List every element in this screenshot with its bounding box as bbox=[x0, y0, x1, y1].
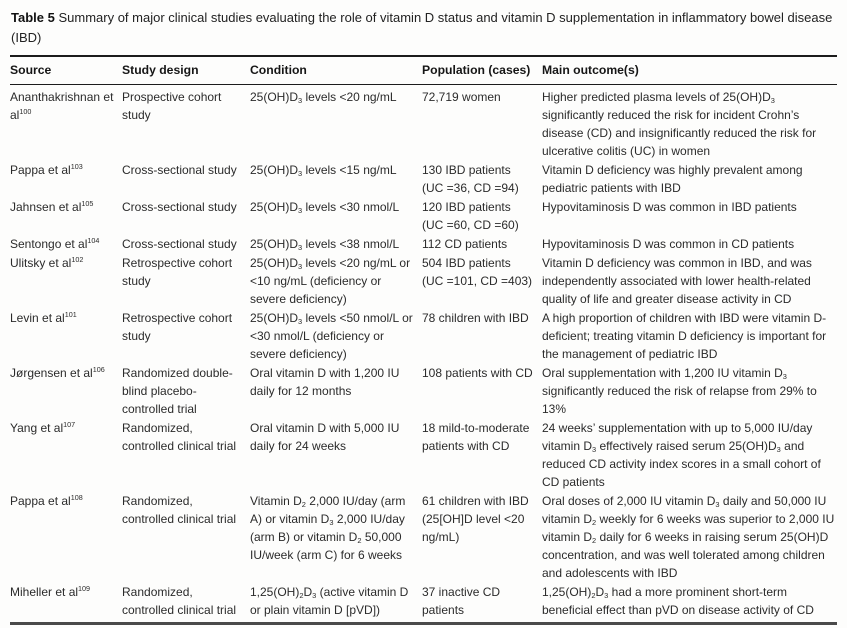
table-row bbox=[10, 419, 837, 492]
cell-source: Pappa et $al^{108}$ bbox=[10, 493, 83, 509]
cell-condition: Oral vitamin D with 1,200 IU daily for 12 months bbox=[250, 366, 400, 399]
column-header-condition: Condition bbox=[250, 56, 422, 85]
cell-source: Sentongo et $al^{104}$ bbox=[10, 236, 100, 252]
column-header-main-outcome: Main outcome(s) bbox=[542, 56, 837, 85]
cell-population: 108 patients with CD bbox=[422, 366, 533, 381]
cell-condition: $25(OH)D_3$ levels <50 nmol/L or <30 nmol/L (deficiency or severe deficiency) bbox=[250, 311, 413, 362]
cell-population: 72,719 women bbox=[422, 90, 501, 105]
cell-condition: Vitamin $D_2$ 2,000 IU/day (arm A) or vitamin $D_3$ 2,000 IU/day (arm B) or vitamin $D_2$ 50,000 IU/week (arm C) for 6 weeks bbox=[250, 494, 406, 563]
cell-outcome: 24 weeks’ supplementation with up to 5,000 IU/day vitamin $D_3$ effectively raised serum $25(OH)D_3$ and reduced CD activity index scores in a small cohort of CD patients bbox=[542, 421, 821, 490]
cell-study-design: Cross-sectional study bbox=[122, 200, 237, 215]
cell-study-design: Randomized, controlled clinical trial bbox=[122, 494, 237, 527]
table-row bbox=[10, 492, 837, 583]
table-row bbox=[10, 364, 837, 419]
cell-outcome: Vitamin D deficiency was highly prevalent among pediatric patients with IBD bbox=[542, 163, 803, 196]
column-header-study-design: Study design bbox=[122, 56, 250, 85]
cell-source: Yang et $al^{107}$ bbox=[10, 420, 76, 436]
cell-population: 120 IBD patients (UC =60, CD =60) bbox=[422, 200, 519, 233]
table-row bbox=[10, 254, 837, 309]
cell-study-design: Randomized double-blind placebo-controlled trial bbox=[122, 366, 233, 417]
cell-condition: $25(OH)D_3$ levels <30 nmol/L bbox=[250, 200, 400, 216]
table-row bbox=[10, 198, 837, 235]
cell-outcome: Hypovitaminosis D was common in IBD patients bbox=[542, 200, 797, 215]
cell-source: Pappa et $al^{103}$ bbox=[10, 162, 83, 178]
cell-source: Ananthakrishnan et $al^{100}$ bbox=[10, 90, 114, 123]
cell-study-design: Prospective cohort study bbox=[122, 90, 222, 123]
cell-outcome: Higher predicted plasma levels of $25(OH)D_3$ significantly reduced the risk for incident Crohn’s disease (CD) and insignificantly reduced the risk for ulcerative colitis (UC) in women bbox=[542, 90, 817, 159]
cell-outcome: Oral doses of 2,000 IU vitamin $D_3$ daily and 50,000 IU vitamin $D_2$ weekly for 6 weeks was superior to 2,000 IU vitamin $D_2$ daily for 6 weeks in raising serum 25(OH)D concentration, and was well tolerated among children and adolescents with IBD bbox=[542, 494, 835, 581]
cell-source: Jørgensen et $al^{106}$ bbox=[10, 365, 105, 381]
table-row bbox=[10, 309, 837, 364]
column-header-population: Population (cases) bbox=[422, 56, 542, 85]
cell-outcome: Hypovitaminosis D was common in CD patients bbox=[542, 237, 795, 252]
table-caption bbox=[11, 8, 835, 47]
cell-outcome: $1,25(OH)_2D_3$ had a more prominent short-term beneficial effect than pVD on disease activity of CD bbox=[542, 585, 814, 618]
cell-study-design: Cross-sectional study bbox=[122, 237, 237, 252]
cell-population: 37 inactive CD patients bbox=[422, 585, 501, 618]
cell-population: 504 IBD patients (UC =101, CD =403) bbox=[422, 256, 533, 289]
cell-outcome: Vitamin D deficiency was common in IBD, and was independently associated with lower health-related quality of life and greater disease activity in CD bbox=[542, 256, 812, 307]
cell-source: Jahnsen et $al^{105}$ bbox=[10, 199, 94, 215]
table-header-row bbox=[10, 56, 837, 85]
table-row bbox=[10, 583, 837, 624]
column-header-source: Source bbox=[10, 56, 122, 85]
cell-study-design: Retrospective cohort study bbox=[122, 256, 233, 289]
cell-condition: $25(OH)D_3$ levels <20 ng/mL bbox=[250, 90, 397, 106]
cell-outcome: A high proportion of children with IBD were vitamin D-deficient; treating vitamin D deficiency is important for the management of pediatric IBD bbox=[542, 311, 827, 362]
cell-study-design: Randomized, controlled clinical trial bbox=[122, 585, 237, 618]
table-caption-label: Table 5 bbox=[11, 10, 55, 25]
table-row bbox=[10, 85, 837, 162]
cell-source: Levin et $al^{101}$ bbox=[10, 310, 77, 326]
cell-condition: $25(OH)D_3$ levels <15 ng/mL bbox=[250, 163, 397, 179]
cell-condition: $1,25(OH)_2D_3$ (active vitamin D or plain vitamin D [pVD]) bbox=[250, 585, 409, 618]
cell-population: 78 children with IBD bbox=[422, 311, 529, 326]
clinical-studies-table bbox=[10, 55, 837, 625]
cell-study-design: Cross-sectional study bbox=[122, 163, 237, 178]
cell-study-design: Retrospective cohort study bbox=[122, 311, 233, 344]
cell-condition: $25(OH)D_3$ levels <20 ng/mL or <10 ng/mL (deficiency or severe deficiency) bbox=[250, 256, 411, 307]
cell-source: Ulitsky et $al^{102}$ bbox=[10, 255, 84, 271]
table-row bbox=[10, 161, 837, 198]
cell-source: Miheller et $al^{109}$ bbox=[10, 584, 91, 600]
cell-condition: Oral vitamin D with 5,000 IU daily for 24 weeks bbox=[250, 421, 400, 454]
table-caption-text: Summary of major clinical studies evaluating the role of vitamin D status and vitamin D supplementation in inflammatory bowel disease (IBD) bbox=[11, 10, 833, 45]
cell-population: 18 mild-to-moderate patients with CD bbox=[422, 421, 530, 454]
table-row bbox=[10, 235, 837, 254]
cell-study-design: Randomized, controlled clinical trial bbox=[122, 421, 237, 454]
cell-outcome: Oral supplementation with 1,200 IU vitamin $D_3$ significantly reduced the risk of relapse from 29% to 13% bbox=[542, 366, 817, 417]
cell-population: 61 children with IBD (25[OH]D level <20 ng/mL) bbox=[422, 494, 529, 545]
cell-population: 112 CD patients bbox=[422, 237, 508, 252]
cell-condition: $25(OH)D_3$ levels <38 nmol/L bbox=[250, 237, 400, 253]
cell-population: 130 IBD patients (UC =36, CD =94) bbox=[422, 163, 519, 196]
